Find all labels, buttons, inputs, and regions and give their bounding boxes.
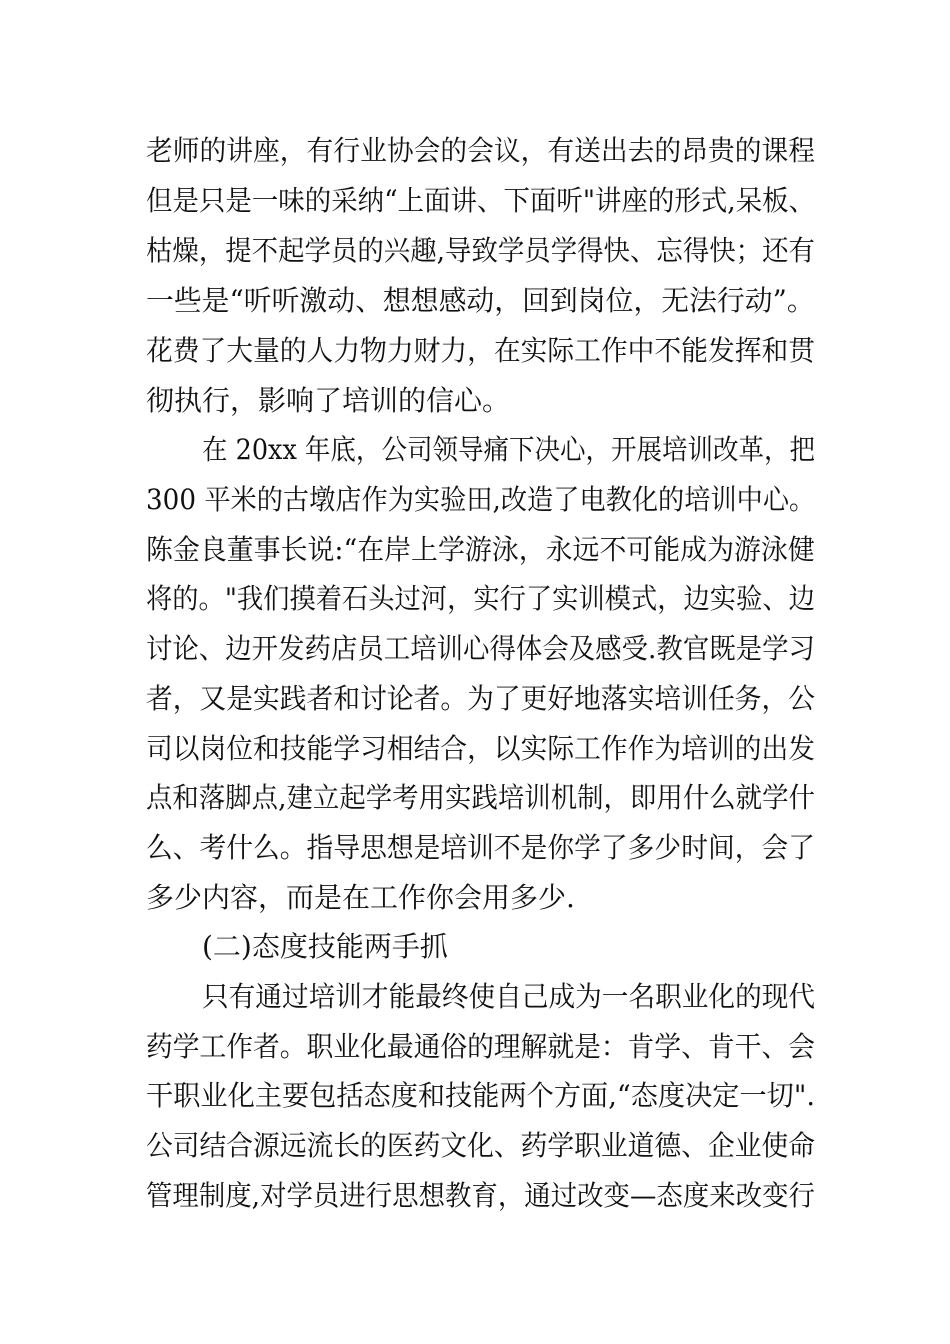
text-line: 管理制度,对学员进行思想教育，通过改变—态度来改变行 [146, 1179, 815, 1212]
text-line: 药学工作者。职业化最通俗的理解就是：肯学、肯干、会 [146, 1030, 816, 1063]
text-line: 枯燥，提不起学员的兴趣,导致学员学得快、忘得快；还有 [146, 234, 815, 267]
text-line: 公司结合源远流长的医药文化、药学职业道德、企业使命 [146, 1129, 816, 1162]
text-line: 但是只是一味的采纳“上面讲、下面听"讲座的形式,呆板、 [146, 184, 816, 217]
text-line: 将的。"我们摸着石头过河，实行了实训模式，边实验、边 [146, 582, 815, 615]
text-line: 多少内容，而是在工作你会用多少. [146, 881, 575, 914]
text-line: 么、考什么。指导思想是培训不是你学了多少时间，会了 [146, 831, 816, 864]
text-line: 讨论、边开发药店员工培训心得体会及感受.教官既是学习 [146, 632, 815, 665]
text-line: 只有通过培训才能最终使自己成为一名职业化的现代 [202, 980, 816, 1013]
text-line: 300 平米的古墩店作为实验田,改造了电教化的培训中心。 [146, 483, 816, 516]
text-line: 在 20xx 年底，公司领导痛下决心，开展培训改革，把 [202, 433, 815, 466]
text-line: 司以岗位和技能学习相结合，以实际工作作为培训的出发 [146, 732, 816, 765]
text-line: 老师的讲座，有行业协会的会议，有送出去的昂贵的课程 [146, 134, 816, 167]
text-line: 点和落脚点,建立起学考用实践培训机制，即用什么就学什 [146, 781, 815, 814]
text-line: 花费了大量的人力物力财力，在实际工作中不能发挥和贯 [146, 334, 816, 367]
text-line: 陈金良董事长说:“在岸上学游泳，永远不可能成为游泳健 [146, 533, 815, 566]
text-line: 干职业化主要包括态度和技能两个方面,“态度决定一切". [146, 1079, 816, 1112]
text-line: 一些是“听听激动、想想感动，回到岗位，无法行动”。 [146, 284, 815, 317]
text-line: 彻执行，影响了培训的信心。 [146, 384, 511, 417]
text-line: 者，又是实践者和讨论者。为了更好地落实培训任务，公 [146, 682, 816, 715]
section-heading: (二)态度技能两手抓 [202, 930, 448, 963]
